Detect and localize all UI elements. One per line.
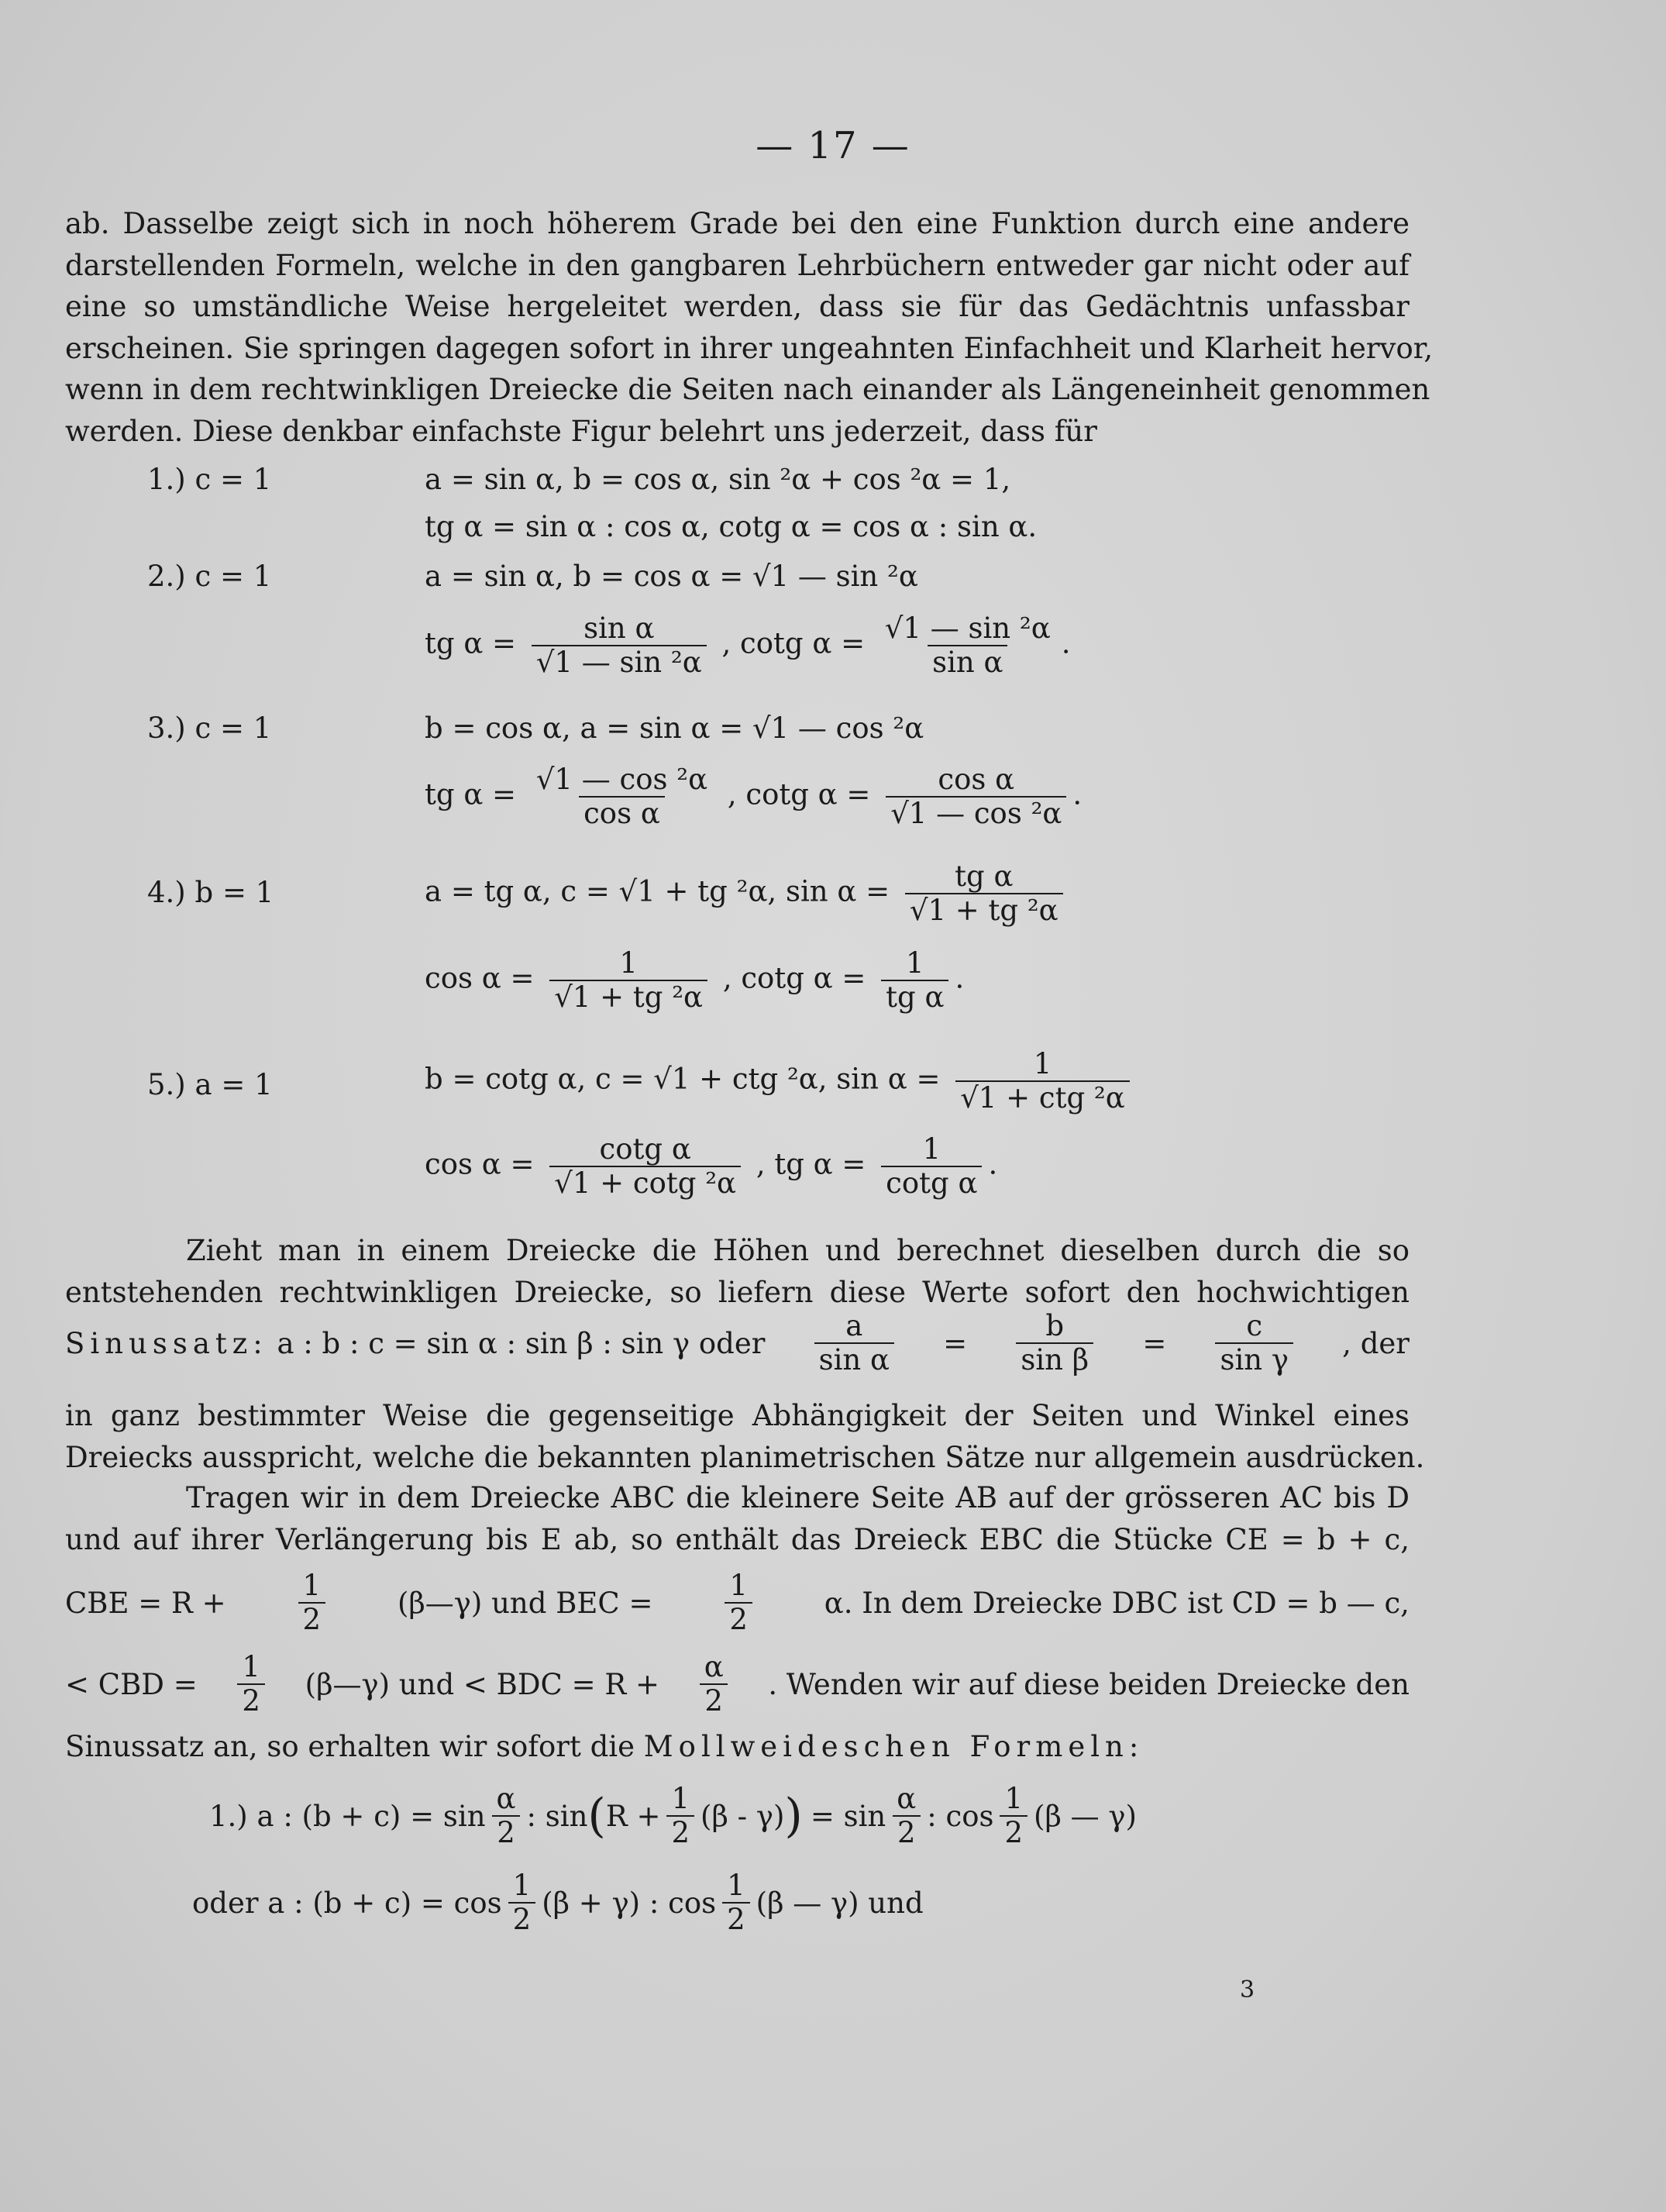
text-line: in ganz bestimmter Weise die gegenseitige Abhängigkeit der Seiten und Winkel eines [65,1399,1410,1432]
formula-text: a : b : c = sin α : sin β : sin γ oder [277,1326,766,1360]
mollweide-formula-2 [192,1869,924,1936]
numerator: α [496,1782,516,1815]
formula-text: (β - γ) [700,1799,785,1833]
denominator: √1 + ctg ²α [955,1080,1130,1115]
denominator: sin α [928,645,1007,679]
text-line: erscheinen. Sie springen dagegen sofort in ihrer ungeahnten Einfachheit und Klarheit hervor, [65,331,1434,365]
denominator: 2 [700,1683,728,1718]
paragraph-tragen [65,1477,1410,1560]
fraction [881,1133,982,1200]
text-line: eine so umständliche Weise hergeleitet werden, dass sie für das Gedächtnis unfassbar [65,290,1410,323]
paragraph-hoehen [65,1230,1410,1313]
numerator: cos α [938,763,1015,796]
denominator: 2 [725,1602,752,1636]
denominator: 2 [237,1683,265,1718]
formula-text: . [988,1147,998,1181]
case-label: 1.) c = 1 [147,463,272,496]
text-line-mollweide [65,1730,1144,1763]
fraction [700,1651,728,1718]
case-label: 3.) c = 1 [147,711,272,745]
fraction-line [425,1133,997,1200]
denominator: 2 [893,1815,921,1849]
text-line: Dreiecks ausspricht, welche die bekannten planimetrischen Sätze nur allgemein ausdrücken. [65,1440,1425,1474]
fraction [880,612,1055,679]
numerator: sin α [583,612,655,645]
formula-text: (β + γ) : cos [542,1886,717,1920]
fraction [549,1133,741,1200]
numerator: √1 — cos ²α [535,763,708,796]
fraction [881,947,948,1014]
fraction [725,1569,752,1636]
formula-text: R + [605,1799,661,1833]
numerator: 1 [906,946,924,980]
numerator: 1 [619,946,638,980]
fraction [1016,1310,1093,1376]
denominator: 2 [492,1815,520,1849]
formula-line-cbe [65,1569,1410,1636]
fraction [722,1869,750,1936]
text-line: wenn in dem rechtwinkligen Dreiecke die Seiten nach einander als Längeneinheit genommen [65,373,1430,406]
fraction-line [425,860,1069,927]
formula-text: . Wenden wir auf diese beiden Dreiecke den [768,1667,1410,1701]
term-mollweide: Mollweideschen Formeln: [643,1730,1145,1763]
denominator: 2 [666,1815,694,1849]
fraction [492,1783,521,1849]
denominator: cotg α [881,1166,982,1200]
numerator: 1 [1004,1782,1024,1815]
numerator: 1 [1033,1047,1052,1080]
formula-text: (β—γ) und < BDC = R + [305,1667,659,1701]
denominator: √1 + tg ²α [905,893,1063,927]
fraction [532,612,707,679]
formula-text: . [1072,777,1083,811]
denominator: √1 — sin ²α [532,645,707,679]
numerator: 1 [922,1132,941,1166]
formula-text: : cos [927,1799,994,1833]
case-label: 2.) c = 1 [147,560,272,593]
formula-text: tg α = [425,777,517,811]
formula-text: (β — γ) [1034,1799,1137,1833]
fraction [549,947,707,1014]
denominator: sin γ [1215,1342,1293,1376]
denominator: 2 [298,1602,326,1636]
numerator: 1 [512,1869,532,1902]
fraction [955,1048,1130,1115]
denominator: cos α [579,796,665,830]
text-line: Zieht man in einem Dreiecke die Höhen und berechnet dieselben durch die so [186,1234,1410,1267]
fraction-line [425,763,1082,830]
formula-text: a = tg α, c = √1 + tg ²α, sin α = [425,874,890,908]
formula-line-cbd [65,1651,1410,1718]
numerator: a [845,1309,863,1342]
formula-text: Sinussatz an, so erhalten wir sofort die [65,1730,635,1763]
fraction-line [425,1048,1136,1115]
numerator: √1 — sin ²α [884,612,1051,645]
numerator: 1 [302,1569,322,1602]
formula-text: , cotg α = [722,961,866,995]
denominator: sin α [814,1342,894,1376]
formula-text: . [1061,626,1071,660]
text-line: werden. Diese denkbar einfachste Figur belehrt uns jederzeit, dass für [65,414,1097,448]
numerator: 1 [729,1569,748,1602]
formula-text: oder a : (b + c) = cos [192,1886,502,1920]
fraction [532,763,712,830]
formula-line: a = sin α, b = cos α, sin ²α + cos ²α = 1, [425,463,1011,496]
fraction [814,1310,894,1376]
formula-text: : sin [526,1799,588,1833]
fraction-line [425,612,1070,679]
case-label: 5.) a = 1 [147,1068,273,1101]
equals-sign: = [943,1326,968,1360]
formula-text: tg α = [425,626,517,660]
numerator: cotg α [599,1132,691,1166]
denominator: 2 [508,1902,536,1936]
text-line: darstellenden Formeln, welche in den gangbaren Lehrbüchern entweder gar nicht oder auf [65,248,1410,282]
numerator: α [704,1650,724,1683]
formula-line: b = cos α, a = sin α = √1 — cos ²α [425,711,924,745]
page-number: — 17 — [756,124,910,167]
formula-text: cos α = [425,961,535,995]
paren-open: ( [587,1789,606,1843]
fraction [237,1651,265,1718]
formula-line: tg α = sin α : cos α, cotg α = cos α : sin α. [425,510,1038,543]
denominator: 2 [1000,1815,1027,1849]
paren-close: ) [784,1789,803,1843]
text-line: entstehenden rechtwinkligen Dreiecke, so liefern diese Werte sofort den hochwichtigen [65,1275,1410,1309]
formula-text: cos α = [425,1147,535,1181]
formula-text: (β—γ) und BEC = [397,1586,653,1620]
fraction [508,1869,536,1936]
mollweide-formula-1 [209,1783,1137,1849]
sinussatz-line [65,1310,1410,1376]
denominator: 2 [722,1902,750,1936]
term-sinussatz: Sinussatz: [65,1326,268,1360]
text-line: Tragen wir in dem Dreiecke ABC die kleinere Seite AB auf der grösseren AC bis D [186,1481,1410,1514]
formula-text: , cotg α = [721,626,866,660]
denominator: √1 + tg ²α [549,980,707,1014]
formula-text: α. In dem Dreiecke DBC ist CD = b — c, [824,1586,1410,1620]
numerator: b [1045,1309,1065,1342]
formula-text: < CBD = [65,1667,198,1701]
denominator: √1 + cotg ²α [549,1166,741,1200]
fraction [1215,1310,1293,1376]
formula-text: , der [1342,1326,1410,1360]
formula-text: , tg α = [756,1147,866,1181]
numerator: 1 [671,1782,690,1815]
numerator: α [897,1782,917,1815]
fraction [886,763,1066,830]
fraction [298,1569,326,1636]
fraction [892,1783,921,1849]
fraction-line [425,947,964,1014]
paragraph-abhaengigkeit [65,1395,1425,1478]
denominator: tg α [881,980,948,1014]
formula-text: 1.) a : (b + c) = sin [209,1799,486,1833]
fraction [1000,1783,1027,1849]
equals-sign: = [1142,1326,1167,1360]
formula-line: a = sin α, b = cos α = √1 — sin ²α [425,560,918,593]
formula-text: = sin [810,1799,886,1833]
denominator: √1 — cos ²α [886,796,1066,830]
numerator: tg α [955,860,1014,893]
formula-text: CBE = R + [65,1586,226,1620]
signature-mark: 3 [1240,1976,1255,2004]
formula-text: (β — γ) und [756,1886,924,1920]
denominator: sin β [1016,1342,1093,1376]
numerator: c [1246,1309,1263,1342]
formula-text: b = cotg α, c = √1 + ctg ²α, sin α = [425,1062,941,1096]
numerator: 1 [242,1650,260,1683]
text-line: und auf ihrer Verlängerung bis E ab, so enthält das Dreieck EBC die Stücke CE = b + c, [65,1522,1410,1556]
text-line: ab. Dasselbe zeigt sich in noch höherem Grade bei den eine Funktion durch eine andere [65,207,1410,240]
formula-text: , cotg α = [727,777,871,811]
case-label: 4.) b = 1 [147,876,274,909]
fraction [666,1783,694,1849]
formula-text: . [955,961,965,995]
paragraph-intro [65,203,1434,452]
numerator: 1 [727,1869,745,1902]
fraction [905,860,1063,927]
